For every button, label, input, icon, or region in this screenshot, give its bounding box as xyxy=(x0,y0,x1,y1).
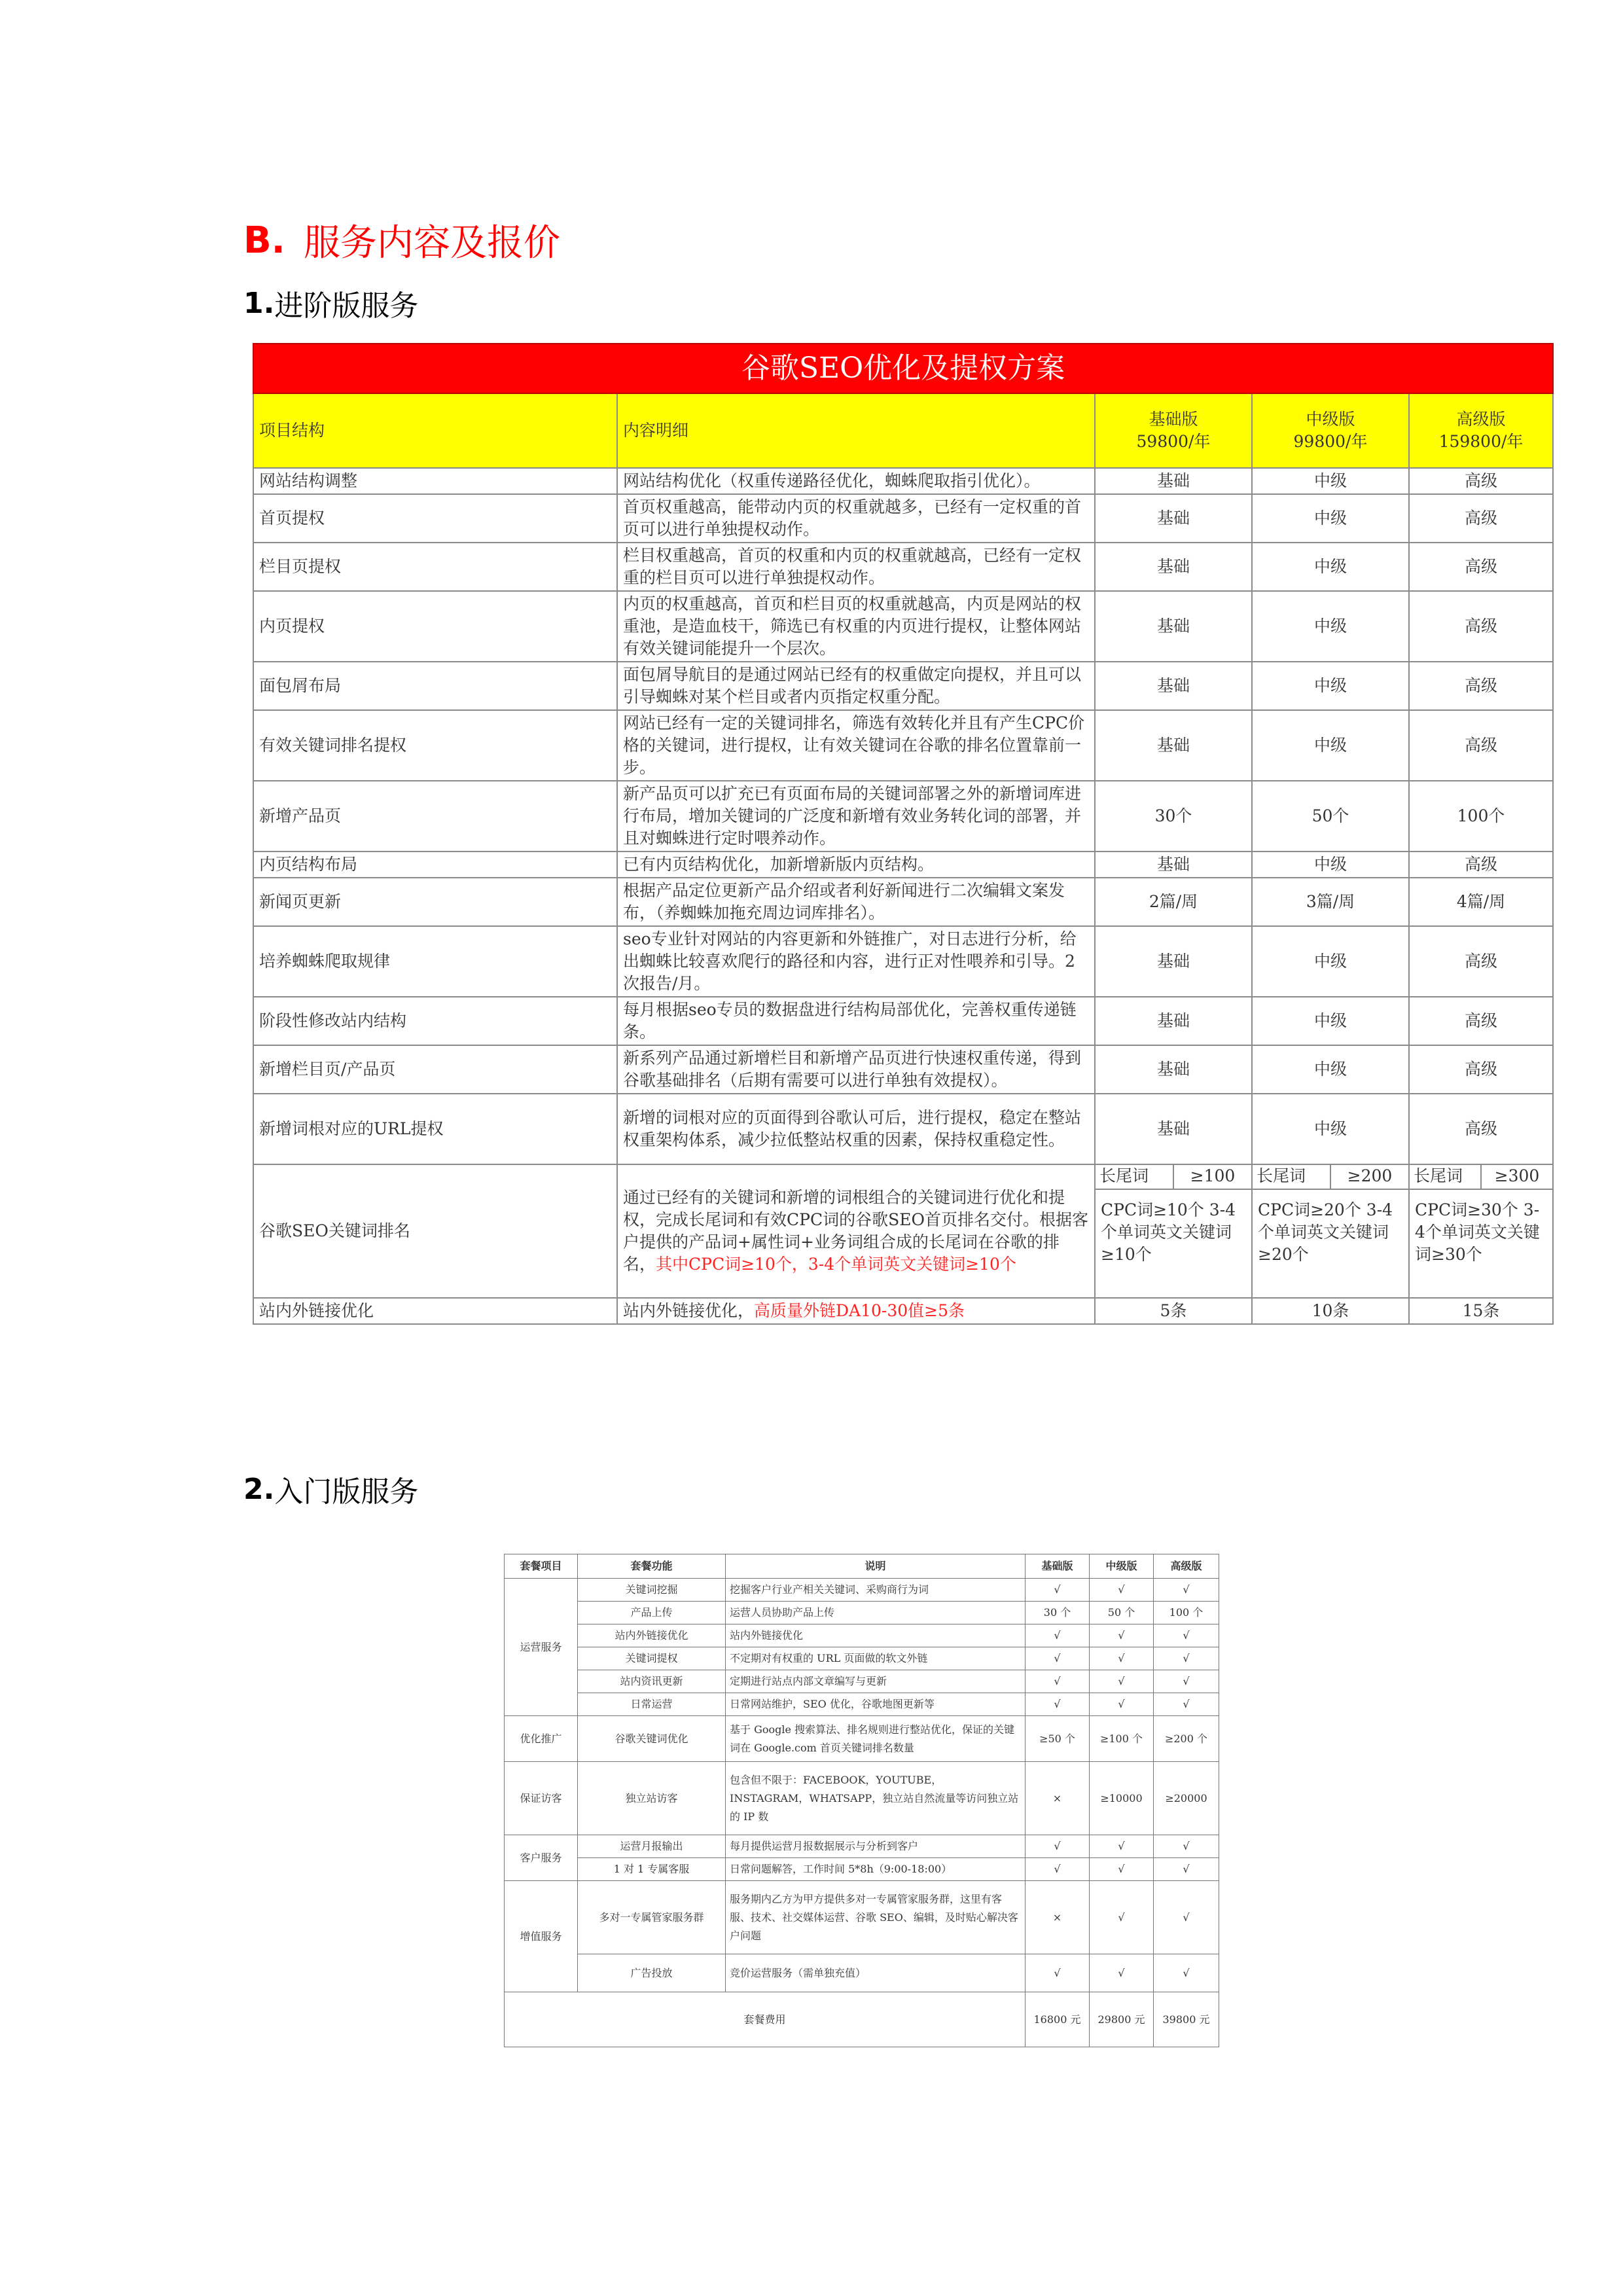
cell-mid: 50个 xyxy=(1252,781,1409,852)
row-item: 培养蜘蛛爬取规律 xyxy=(253,926,617,997)
table-row xyxy=(253,543,1553,591)
cell-advanced: 高级 xyxy=(1409,710,1553,781)
section-1-num: 1. xyxy=(243,286,275,320)
row-item: 网站结构调整 xyxy=(253,468,617,494)
entry-service-table xyxy=(504,1554,1219,2047)
plan-price: 99800/年 xyxy=(1293,432,1368,451)
cell-basic: 基础 xyxy=(1095,543,1252,591)
mid-cell: √ xyxy=(1090,1579,1154,1602)
row-detail: 新增的词根对应的页面得到谷歌认可后，进行提权，稳定在整站权重架构体系，减少拉低整站权重的因素，保持权重稳定性。 xyxy=(617,1094,1095,1164)
mid-cell: √ xyxy=(1090,1670,1154,1693)
cell-basic: 30个 xyxy=(1095,781,1252,852)
row-item: 站内外链接优化 xyxy=(253,1298,617,1324)
function-cell: 谷歌关键词优化 xyxy=(578,1716,726,1762)
header-item-structure: 项目结构 xyxy=(253,393,617,468)
row-detail: 新产品页可以扩充已有页面布局的关键词部署之外的新增词库进行布局，增加关键词的广泛度和新增有效业务转化词的部署，并且对蜘蛛进行定时喂养动作。 xyxy=(617,781,1095,852)
cell-advanced: 高级 xyxy=(1409,926,1553,997)
fee-label: 套餐费用 xyxy=(505,1992,1026,2047)
table-row-keyword-ranking xyxy=(253,1164,1553,1298)
detail-highlight: 其中CPC词≥10个，3-4个单词英文关键词≥10个 xyxy=(656,1255,1016,1274)
description-cell: 每月提供运营月报数据展示与分析到客户 xyxy=(726,1835,1026,1858)
header-basic: 基础版 xyxy=(1026,1554,1090,1579)
basic-cell: √ xyxy=(1026,1579,1090,1602)
plan-price: 59800/年 xyxy=(1136,432,1211,451)
function-cell: 站内外链接优化 xyxy=(578,1624,726,1647)
long-tail-label: 长尾词 xyxy=(1414,1166,1463,1185)
function-cell: 多对一专属管家服务群 xyxy=(578,1881,726,1954)
cell-basic: 基础 xyxy=(1095,468,1252,494)
table-row xyxy=(253,710,1553,781)
table2-row xyxy=(505,1670,1219,1693)
table2-row xyxy=(505,1716,1219,1762)
function-cell: 关键词挖掘 xyxy=(578,1579,726,1602)
section-b-letter: B. xyxy=(243,219,285,262)
mid-cell: ≥10000 xyxy=(1090,1762,1154,1835)
description-cell: 运营人员协助产品上传 xyxy=(726,1602,1026,1624)
row-detail: 每月根据seo专员的数据盘进行结构局部优化，完善权重传递链条。 xyxy=(617,997,1095,1045)
table2-row xyxy=(505,1881,1219,1954)
cell-basic: 基础 xyxy=(1095,591,1252,662)
description-cell: 服务期内乙方为甲方提供多对一专属管家服务群，这里有客服、技术、社交媒体运营、谷歌 SEO、编辑，及时贴心解决客户问题 xyxy=(726,1881,1026,1954)
cell-advanced: 高级 xyxy=(1409,494,1553,543)
header-plan-basic xyxy=(1095,393,1252,468)
table2-row xyxy=(505,1602,1219,1624)
description-cell: 日常网站维护，SEO 优化，谷歌地图更新等 xyxy=(726,1693,1026,1716)
section-2-heading xyxy=(243,1466,418,1512)
section-1-heading xyxy=(243,280,418,326)
section-2-title: 入门版服务 xyxy=(274,1475,419,1509)
plan-price: 159800/年 xyxy=(1438,432,1524,451)
row-detail: 网站已经有一定的关键词排名，筛选有效转化并且有产生CPC价格的关键词，进行提权，让有效关键词在谷歌的排名位置靠前一步。 xyxy=(617,710,1095,781)
cell-mid: 中级 xyxy=(1252,662,1409,710)
detail-highlight: 高质量外链DA10-30值≥5条 xyxy=(754,1301,965,1320)
row-detail: seo专业针对网站的内容更新和外链推广，对日志进行分析，给出蜘蛛比较喜欢爬行的路径和内容，进行正对性喂养和引导。2次报告/月。 xyxy=(617,926,1095,997)
cell-advanced: 高级 xyxy=(1409,1045,1553,1094)
table-row xyxy=(253,662,1553,710)
long-tail-count: ≥300 xyxy=(1480,1165,1552,1189)
description-cell: 竞价运营服务（需单独充值） xyxy=(726,1954,1026,1992)
row-detail: 首页权重越高，能带动内页的权重就越多，已经有一定权重的首页可以进行单独提权动作。 xyxy=(617,494,1095,543)
advanced-cell: √ xyxy=(1154,1647,1219,1670)
plan-name: 基础版 xyxy=(1149,410,1198,429)
cell-advanced: 高级 xyxy=(1409,662,1553,710)
table2-fee-row xyxy=(505,1992,1219,2047)
cell-basic: 基础 xyxy=(1095,926,1252,997)
cell-mid: 10条 xyxy=(1252,1298,1409,1324)
row-detail: 已有内页结构优化，加新增新版内页结构。 xyxy=(617,852,1095,878)
description-cell: 日常问题解答，工作时间 5*8h（9:00-18:00） xyxy=(726,1858,1026,1881)
detail-text: 站内外链接优化， xyxy=(623,1301,755,1320)
cell-basic: 5条 xyxy=(1095,1298,1252,1324)
group-label: 保证访客 xyxy=(505,1762,578,1835)
cell-mid: 中级 xyxy=(1252,997,1409,1045)
header-package-item: 套餐项目 xyxy=(505,1554,578,1579)
section-2-num: 2. xyxy=(243,1472,275,1506)
advanced-cell: √ xyxy=(1154,1835,1219,1858)
cell-mid: 中级 xyxy=(1252,852,1409,878)
group-label: 优化推广 xyxy=(505,1716,578,1762)
table1-title: 谷歌SEO优化及提权方案 xyxy=(253,344,1553,393)
table2-row xyxy=(505,1762,1219,1835)
cell-basic: 基础 xyxy=(1095,852,1252,878)
row-detail xyxy=(617,1298,1095,1324)
table-row xyxy=(253,494,1553,543)
basic-cell: × xyxy=(1026,1762,1090,1835)
cell-basic xyxy=(1095,1164,1252,1298)
table2-row xyxy=(505,1835,1219,1858)
advanced-service-table xyxy=(253,343,1554,1325)
row-detail: 网站结构优化（权重传递路径优化，蜘蛛爬取指引优化）。 xyxy=(617,468,1095,494)
description-cell: 挖掘客户行业产相关关键词、采购商行为词 xyxy=(726,1579,1026,1602)
function-cell: 日常运营 xyxy=(578,1693,726,1716)
long-tail-count: ≥100 xyxy=(1173,1165,1251,1189)
row-item: 谷歌SEO关键词排名 xyxy=(253,1164,617,1298)
basic-cell: 30 个 xyxy=(1026,1602,1090,1624)
function-cell: 产品上传 xyxy=(578,1602,726,1624)
table2-header-row xyxy=(505,1554,1219,1579)
long-tail-label: 长尾词 xyxy=(1257,1166,1306,1185)
row-detail: 面包屑导航目的是通过网站已经有的权重做定向提权，并且可以引导蜘蛛对某个栏目或者内页指定权重分配。 xyxy=(617,662,1095,710)
row-item: 内页结构布局 xyxy=(253,852,617,878)
cell-mid: 中级 xyxy=(1252,494,1409,543)
table-row xyxy=(253,781,1553,852)
description-cell: 包含但不限于：FACEBOOK，YOUTUBE，INSTAGRAM，WHATSAPP，独立站自然流量等访问独立站的 IP 数 xyxy=(726,1762,1026,1835)
cell-advanced: 100个 xyxy=(1409,781,1553,852)
fee-advanced: 39800 元 xyxy=(1154,1992,1219,2047)
table2-row xyxy=(505,1693,1219,1716)
cell-basic: 基础 xyxy=(1095,1094,1252,1164)
table-row xyxy=(253,878,1553,926)
cell-advanced: 4篇/周 xyxy=(1409,878,1553,926)
cell-advanced xyxy=(1409,1164,1553,1298)
table-row xyxy=(253,926,1553,997)
header-package-function: 套餐功能 xyxy=(578,1554,726,1579)
table-row xyxy=(253,997,1553,1045)
basic-cell: √ xyxy=(1026,1858,1090,1881)
description-cell: 不定期对有权重的 URL 页面做的软文外链 xyxy=(726,1647,1026,1670)
group-label: 客户服务 xyxy=(505,1835,578,1881)
header-mid: 中级版 xyxy=(1090,1554,1154,1579)
table2-row xyxy=(505,1647,1219,1670)
cell-mid xyxy=(1252,1164,1409,1298)
row-item: 新增栏目页/产品页 xyxy=(253,1045,617,1094)
header-plan-advanced xyxy=(1409,393,1553,468)
mid-cell: √ xyxy=(1090,1954,1154,1992)
advanced-cell: √ xyxy=(1154,1670,1219,1693)
basic-cell: √ xyxy=(1026,1670,1090,1693)
table-row xyxy=(253,1045,1553,1094)
cell-basic: 2篇/周 xyxy=(1095,878,1252,926)
mid-cell: √ xyxy=(1090,1881,1154,1954)
mid-cell: √ xyxy=(1090,1835,1154,1858)
row-item: 新闻页更新 xyxy=(253,878,617,926)
detail-text: 通过已经有的关键词和新增的词根组合的关键词进行优化和提权，完成长尾词和有效CPC词的谷歌SEO首页排名交付。根据客户提供的产品词+属性词+业务词组合成的长尾词在谷歌的排名， xyxy=(623,1188,1088,1274)
row-item: 内页提权 xyxy=(253,591,617,662)
description-cell: 站内外链接优化 xyxy=(726,1624,1026,1647)
mid-cell: √ xyxy=(1090,1693,1154,1716)
function-cell: 1 对 1 专属客服 xyxy=(578,1858,726,1881)
description-cell: 定期进行站点内部文章编写与更新 xyxy=(726,1670,1026,1693)
row-item: 面包屑布局 xyxy=(253,662,617,710)
table2-row xyxy=(505,1954,1219,1992)
row-detail: 根据产品定位更新产品介绍或者利好新闻进行二次编辑文案发布，（养蜘蛛加拖充周边词库排名）。 xyxy=(617,878,1095,926)
cpc-requirement: CPC词≥10个 3-4个单词英文关键词≥10个 xyxy=(1101,1200,1236,1264)
row-item: 阶段性修改站内结构 xyxy=(253,997,617,1045)
header-plan-mid xyxy=(1252,393,1409,468)
section-b-heading xyxy=(243,211,560,270)
cell-basic: 基础 xyxy=(1095,710,1252,781)
cell-advanced: 高级 xyxy=(1409,591,1553,662)
basic-cell: √ xyxy=(1026,1954,1090,1992)
basic-cell: ≥50 个 xyxy=(1026,1716,1090,1762)
header-advanced: 高级版 xyxy=(1154,1554,1219,1579)
plan-name: 高级版 xyxy=(1456,410,1506,429)
description-cell: 基于 Google 搜索算法、排名规则进行整站优化，保证的关键词在 Google.com 首页关键词排名数量 xyxy=(726,1716,1026,1762)
basic-cell: √ xyxy=(1026,1835,1090,1858)
basic-cell: √ xyxy=(1026,1624,1090,1647)
table-row xyxy=(253,1094,1553,1164)
cell-mid: 中级 xyxy=(1252,591,1409,662)
cell-mid: 中级 xyxy=(1252,710,1409,781)
row-item: 首页提权 xyxy=(253,494,617,543)
row-detail: 新系列产品通过新增栏目和新增产品页进行快速权重传递，得到谷歌基础排名（后期有需要可以进行单独有效提权）。 xyxy=(617,1045,1095,1094)
row-detail: 栏目权重越高，首页的权重和内页的权重就越高，已经有一定权重的栏目页可以进行单独提权动作。 xyxy=(617,543,1095,591)
row-item: 新增词根对应的URL提权 xyxy=(253,1094,617,1164)
header-description: 说明 xyxy=(726,1554,1026,1579)
long-tail-label: 长尾词 xyxy=(1099,1166,1149,1185)
long-tail-count: ≥200 xyxy=(1330,1165,1408,1189)
advanced-cell: ≥200 个 xyxy=(1154,1716,1219,1762)
function-cell: 运营月报输出 xyxy=(578,1835,726,1858)
function-cell: 站内资讯更新 xyxy=(578,1670,726,1693)
function-cell: 广告投放 xyxy=(578,1954,726,1992)
table-row xyxy=(253,468,1553,494)
row-detail: 内页的权重越高，首页和栏目页的权重就越高，内页是网站的权重池，是造血枝干，筛选已有权重的内页进行提权，让整体网站有效关键词能提升一个层次。 xyxy=(617,591,1095,662)
fee-basic: 16800 元 xyxy=(1026,1992,1090,2047)
advanced-cell: √ xyxy=(1154,1858,1219,1881)
section-1-title: 进阶版服务 xyxy=(274,289,419,323)
advanced-cell: √ xyxy=(1154,1954,1219,1992)
plan-name: 中级版 xyxy=(1306,410,1355,429)
advanced-cell: √ xyxy=(1154,1579,1219,1602)
advanced-cell: 100 个 xyxy=(1154,1602,1219,1624)
function-cell: 关键词提权 xyxy=(578,1647,726,1670)
group-label: 运营服务 xyxy=(505,1579,578,1716)
cell-advanced: 高级 xyxy=(1409,852,1553,878)
row-item: 栏目页提权 xyxy=(253,543,617,591)
cell-mid: 3篇/周 xyxy=(1252,878,1409,926)
group-label: 增值服务 xyxy=(505,1881,578,1992)
cell-basic: 基础 xyxy=(1095,1045,1252,1094)
row-item: 有效关键词排名提权 xyxy=(253,710,617,781)
cell-mid: 中级 xyxy=(1252,468,1409,494)
table-row xyxy=(253,591,1553,662)
advanced-cell: √ xyxy=(1154,1624,1219,1647)
basic-cell: × xyxy=(1026,1881,1090,1954)
function-cell: 独立站访客 xyxy=(578,1762,726,1835)
cell-mid: 中级 xyxy=(1252,926,1409,997)
basic-cell: √ xyxy=(1026,1647,1090,1670)
mid-cell: √ xyxy=(1090,1858,1154,1881)
advanced-cell: √ xyxy=(1154,1693,1219,1716)
table2-row xyxy=(505,1579,1219,1602)
cell-advanced: 15条 xyxy=(1409,1298,1553,1324)
section-b-title: 服务内容及报价 xyxy=(303,222,560,264)
advanced-cell: ≥20000 xyxy=(1154,1762,1219,1835)
cell-basic: 基础 xyxy=(1095,997,1252,1045)
cell-advanced: 高级 xyxy=(1409,1094,1553,1164)
cell-basic: 基础 xyxy=(1095,662,1252,710)
cell-advanced: 高级 xyxy=(1409,997,1553,1045)
advanced-cell: √ xyxy=(1154,1881,1219,1954)
row-detail xyxy=(617,1164,1095,1298)
header-content-detail: 内容明细 xyxy=(617,393,1095,468)
cpc-requirement: CPC词≥20个 3-4个单词英文关键词≥20个 xyxy=(1258,1200,1393,1264)
mid-cell: 50 个 xyxy=(1090,1602,1154,1624)
cell-mid: 中级 xyxy=(1252,1094,1409,1164)
table-row xyxy=(253,852,1553,878)
basic-cell: √ xyxy=(1026,1693,1090,1716)
fee-mid: 29800 元 xyxy=(1090,1992,1154,2047)
cell-mid: 中级 xyxy=(1252,1045,1409,1094)
cell-advanced: 高级 xyxy=(1409,543,1553,591)
cell-basic: 基础 xyxy=(1095,494,1252,543)
cell-mid: 中级 xyxy=(1252,543,1409,591)
table-row-link-optimization xyxy=(253,1298,1553,1324)
mid-cell: √ xyxy=(1090,1624,1154,1647)
mid-cell: ≥100 个 xyxy=(1090,1716,1154,1762)
row-item: 新增产品页 xyxy=(253,781,617,852)
table2-row xyxy=(505,1624,1219,1647)
cell-advanced: 高级 xyxy=(1409,468,1553,494)
cpc-requirement: CPC词≥30个 3-4个单词英文关键词≥30个 xyxy=(1415,1200,1540,1264)
mid-cell: √ xyxy=(1090,1647,1154,1670)
table2-row xyxy=(505,1858,1219,1881)
